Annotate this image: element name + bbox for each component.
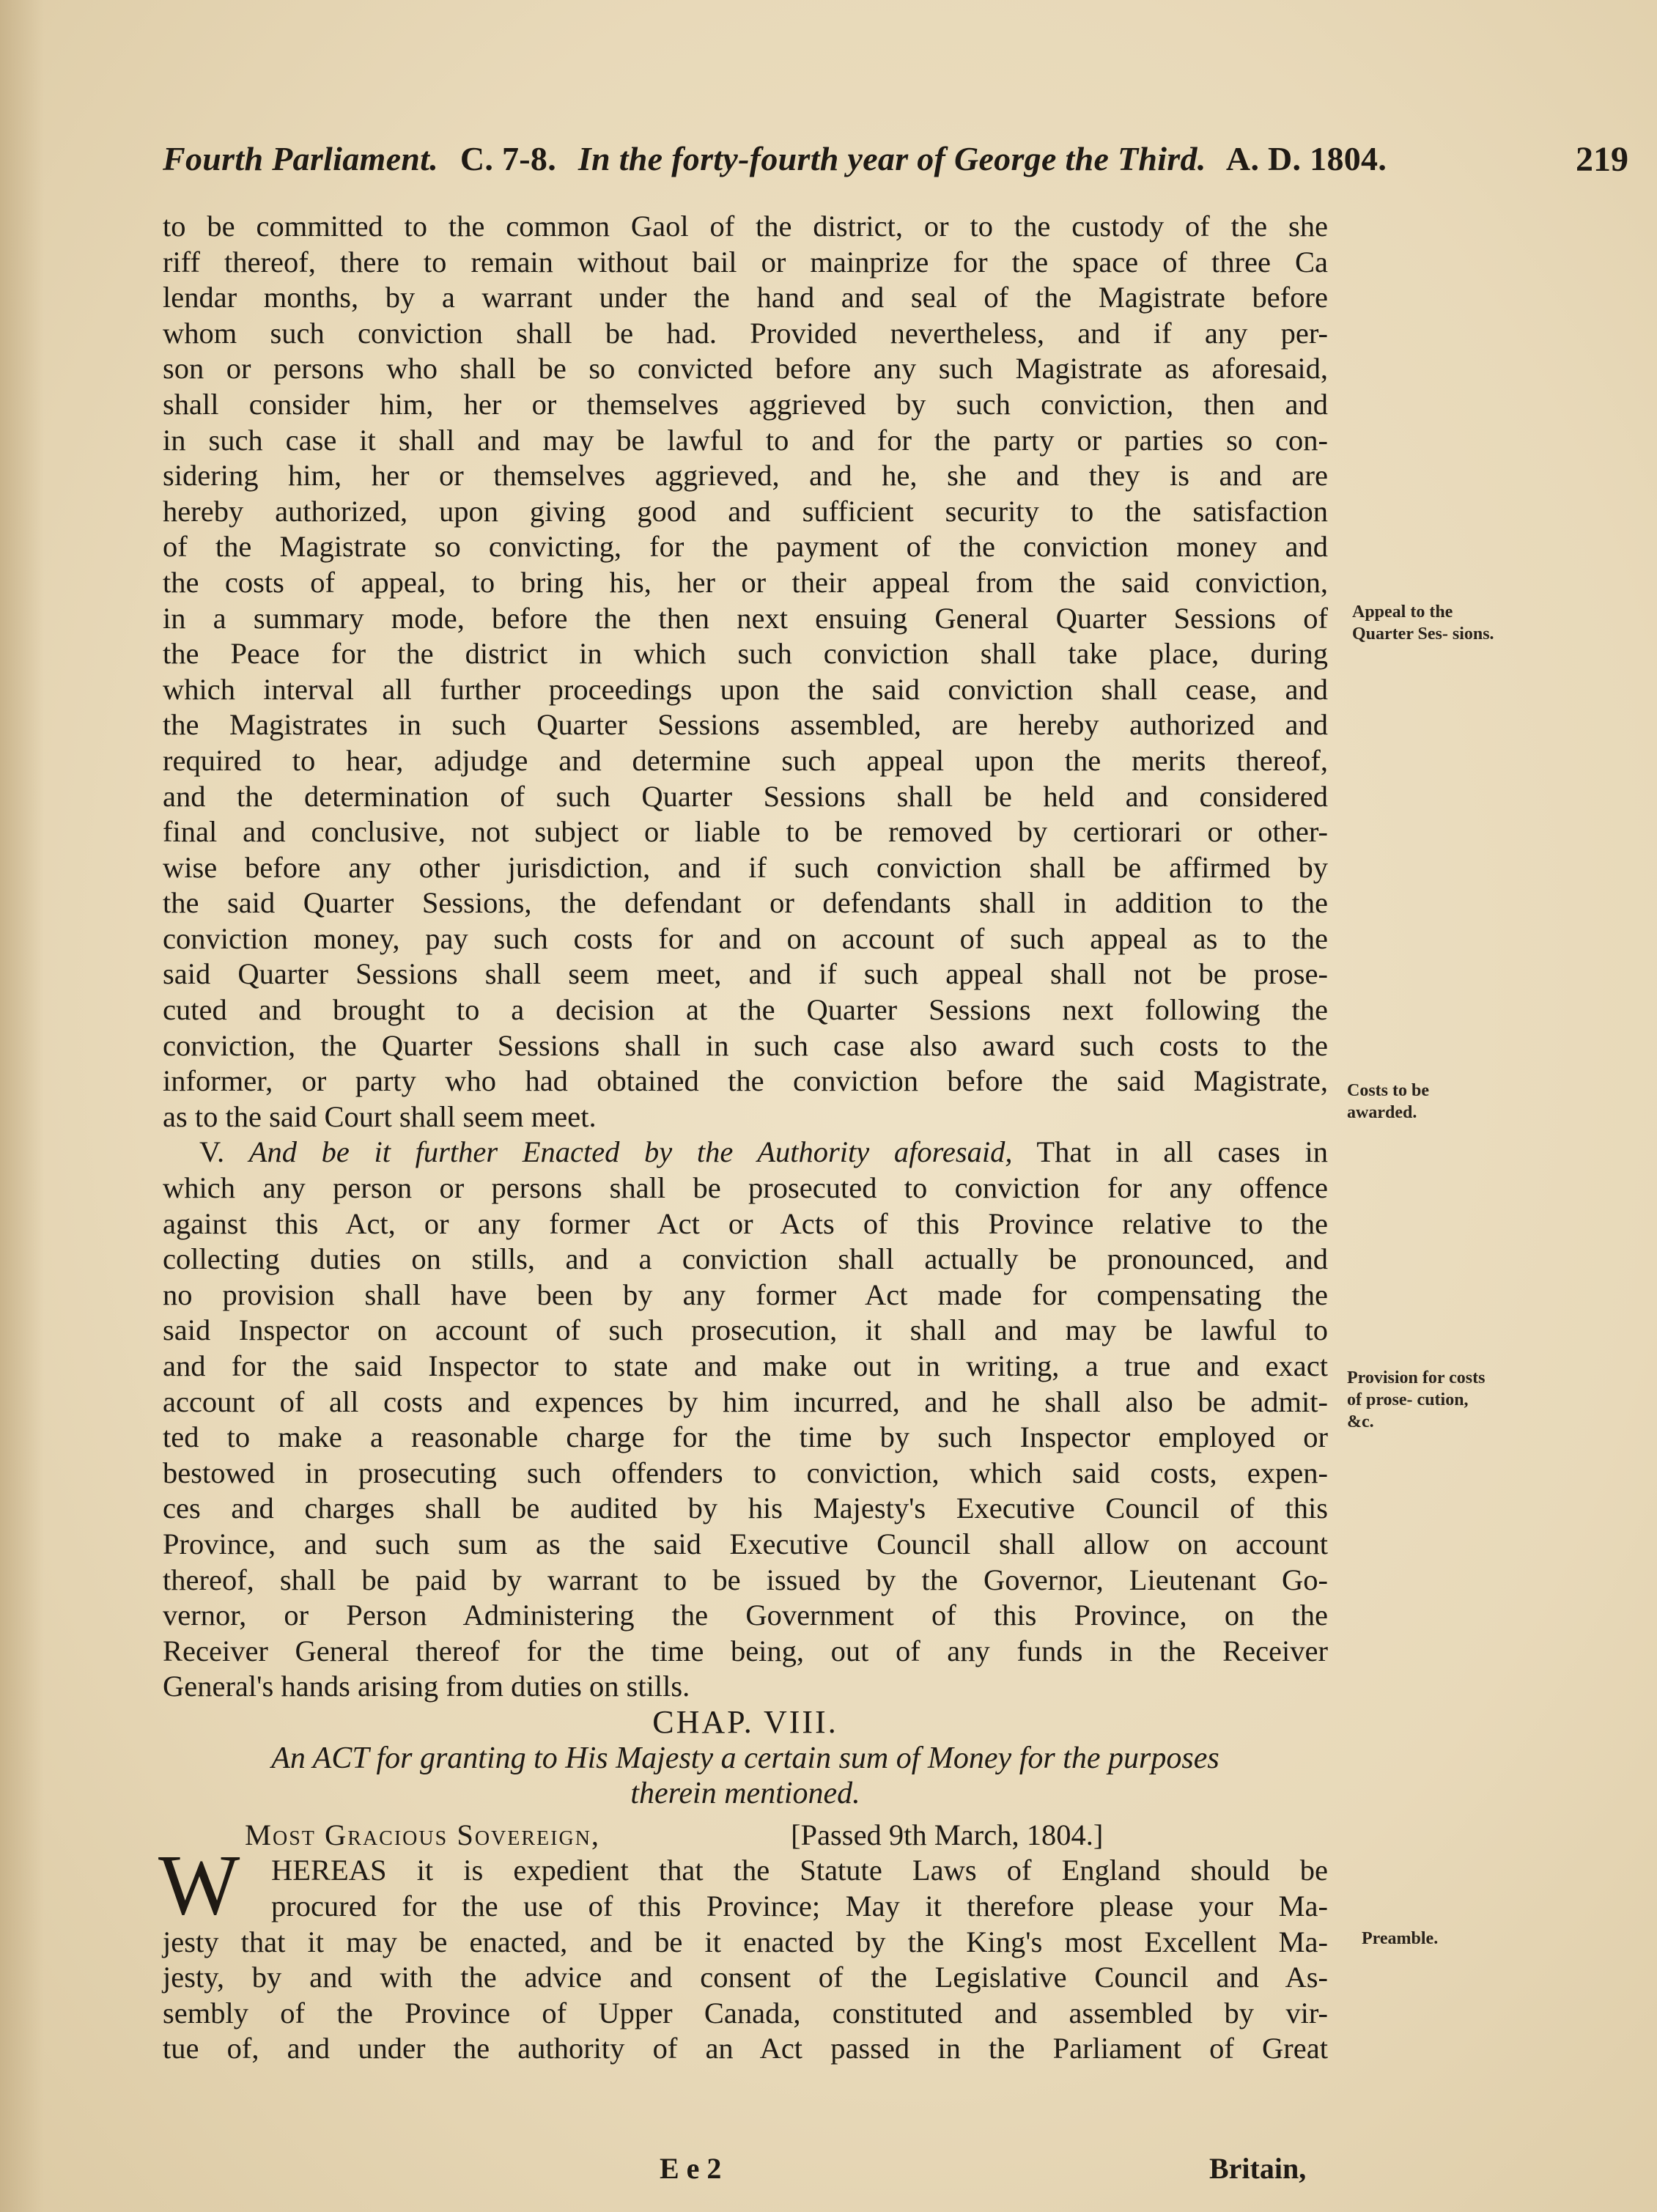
text-line: jesty that it may be enacted, and be it enacted by the King's most Excellent Ma- <box>163 1925 1328 1958</box>
drop-cap: W <box>158 1837 240 1933</box>
text-line: sidering him, her or themselves aggrieved, and he, she and they is and are <box>163 459 1328 493</box>
preamble-second-line: procured for the use of this Province; May it therefore please your Ma- <box>271 1889 1328 1922</box>
text-line: as to the said Court shall seem meet. <box>163 1099 597 1133</box>
text-line: whom such conviction shall be had. Provided nevertheless, and if any per- <box>163 316 1328 350</box>
salutation-line <box>163 1818 1328 1854</box>
text-line: and for the said Inspector to state and make out in writing, a true and exact <box>163 1349 1328 1382</box>
text-line: to be committed to the common Gaol of the district, or to the custody of the she <box>163 210 1328 243</box>
margin-note-appeal: Appeal to the Quarter Ses- sions. <box>1352 602 1494 644</box>
text-line: said Quarter Sessions shall seem meet, and if such appeal shall not be prose- <box>163 957 1328 991</box>
text-line: thereof, shall be paid by warrant to be issued by the Governor, Lieutenant Go- <box>163 1563 1328 1596</box>
text-line: Province, and such sum as the said Executive Council shall allow on account <box>163 1527 1328 1560</box>
section-v-first-line-rest: That in all cases in <box>1036 1135 1328 1169</box>
page-gutter-shadow <box>0 0 44 2212</box>
text-line: bestowed in prosecuting such offenders to conviction, which said costs, expen- <box>163 1456 1328 1489</box>
header-parliament: Fourth Parliament. <box>163 140 439 177</box>
text-line: sembly of the Province of Upper Canada, constituted and assembled by vir- <box>163 1996 1328 2029</box>
text-line: which any person or persons shall be prosecuted to conviction for any offence <box>163 1171 1328 1205</box>
text-line: tue of, and under the authority of an Act passed in the Parliament of Great <box>163 2032 1328 2065</box>
enacting-clause: And be it further Enacted by the Authority aforesaid, <box>248 1135 1013 1169</box>
text-line: riff thereof, there to remain without bail or mainprize for the space of three Ca <box>163 245 1328 279</box>
text-line: ted to make a reasonable charge for the time by such Inspector employed or <box>163 1420 1328 1454</box>
text-line: against this Act, or any former Act or Acts of this Province relative to the <box>163 1206 1328 1240</box>
header-year-text: In the forty-fourth year of George the Third. <box>577 140 1206 177</box>
text-line: wise before any other jurisdiction, and if such conviction shall be affirmed by <box>163 850 1328 884</box>
catchword: Britain, <box>1209 2152 1307 2185</box>
header-ad: A. D. 1804. <box>1225 140 1387 177</box>
preamble-first-text: HEREAS it is expedient that the Statute Laws of England should be <box>271 1854 1328 1887</box>
running-header <box>163 139 1438 178</box>
act-title-line-1: An ACT for granting to His Majesty a certain sum of Money for the purposes <box>271 1741 1219 1775</box>
header-chapter: C. 7-8. <box>460 140 557 177</box>
text-line: final and conclusive, not subject or liable to be removed by certiorari or other- <box>163 815 1328 849</box>
text-line: vernor, or Person Administering the Government of this Province, on the <box>163 1599 1328 1632</box>
text-line: lendar months, by a warrant under the hand and seal of the Magistrate before <box>163 281 1328 314</box>
text-line: which interval all further proceedings upon the said conviction shall cease, and <box>163 672 1328 706</box>
text-line: required to hear, adjudge and determine such appeal upon the merits thereof, <box>163 743 1328 777</box>
text-line: in such case it shall and may be lawful to and for the party or parties so con- <box>163 423 1328 457</box>
text-line: account of all costs and expences by him incurred, and he shall also be admit- <box>163 1385 1328 1418</box>
text-line: General's hands arising from duties on stills. <box>163 1670 690 1703</box>
text-line: said Inspector on account of such prosecution, it shall and may be lawful to <box>163 1313 1328 1347</box>
salutation: Most Gracious Sovereign, <box>245 1818 601 1851</box>
text-line: informer, or party who had obtained the conviction before the said Magistrate, <box>163 1064 1328 1098</box>
signature-mark: E e 2 <box>660 2152 722 2185</box>
margin-note-preamble: Preamble. <box>1362 1929 1439 1948</box>
text-line: the costs of appeal, to bring his, her or their appeal from the said conviction, <box>163 565 1328 599</box>
text-line: ces and charges shall be audited by his Majesty's Executive Council of this <box>163 1492 1328 1525</box>
text-line: hereby authorized, upon giving good and sufficient security to the satisfaction <box>163 494 1328 528</box>
text-line: collecting duties on stills, and a conviction shall actually be pronounced, and <box>163 1242 1328 1276</box>
text-line: jesty, by and with the advice and consent of the Legislative Council and As- <box>163 1961 1328 1994</box>
passed-date: [Passed 9th March, 1804.] <box>791 1818 1104 1851</box>
text-line: the Magistrates in such Quarter Sessions assembled, are hereby authorized and <box>163 708 1328 742</box>
text-line: no provision shall have been by any former Act made for compensating the <box>163 1278 1328 1311</box>
page-number: 219 <box>1576 140 1628 179</box>
section-numeral: V. <box>199 1135 225 1169</box>
section-v-first-line <box>163 1135 1328 1170</box>
text-line: son or persons who shall be so convicted before any such Magistrate as aforesaid, <box>163 352 1328 386</box>
body-text <box>158 209 1328 2067</box>
text-line: of the Magistrate so convicting, for the payment of the conviction money and <box>163 530 1328 564</box>
text-line: in a summary mode, before the then next ensuing General Quarter Sessions of <box>163 601 1328 635</box>
text-line: and the determination of such Quarter Sessions shall be held and considered <box>163 779 1328 813</box>
chapter-heading: CHAP. VIII. <box>652 1703 838 1740</box>
text-line: the Peace for the district in which such conviction shall take place, during <box>163 637 1328 671</box>
text-line: the said Quarter Sessions, the defendant or defendants shall in addition to the <box>163 886 1328 920</box>
margin-note-costs: Costs to be awarded. <box>1347 1081 1429 1122</box>
text-line: conviction, the Quarter Sessions shall in such case also award such costs to the <box>163 1028 1328 1062</box>
text-line: conviction money, pay such costs for and on account of such appeal as to the <box>163 921 1328 955</box>
text-line: cuted and brought to a decision at the Quarter Sessions next following the <box>163 993 1328 1027</box>
text-line: shall consider him, her or themselves aggrieved by such conviction, then and <box>163 387 1328 421</box>
text-line: Receiver General thereof for the time being, out of any funds in the Receiver <box>163 1634 1328 1667</box>
act-title-line-2: therein mentioned. <box>630 1777 860 1811</box>
margin-note-provision: Provision for costs of prose- cution, &c. <box>1347 1368 1486 1431</box>
